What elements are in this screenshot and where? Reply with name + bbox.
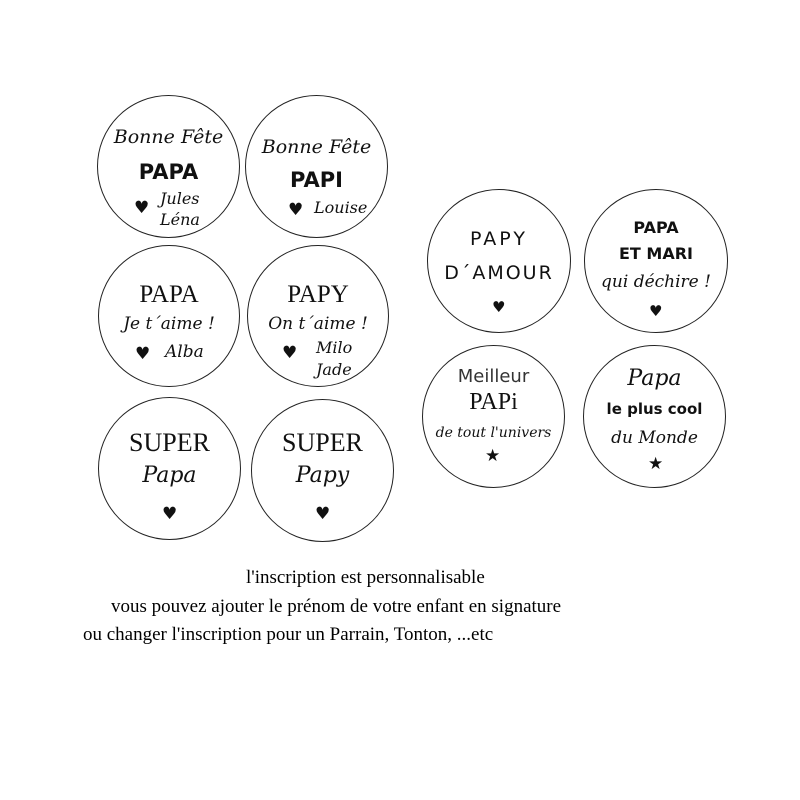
sticker-line2: Je t´aime ! [123, 314, 215, 334]
sticker-line2: PAPA [138, 160, 199, 184]
sticker-line2: On t´aime ! [268, 314, 368, 334]
note-line-1: l'inscription est personnalisable [246, 567, 485, 588]
sticker-line1: PAPY [470, 228, 528, 250]
signature-name: Jade [316, 360, 352, 379]
signature-name: Léna [160, 210, 200, 229]
sticker-papa-plus-cool [583, 345, 726, 488]
sticker-line2: PAPI [290, 168, 343, 192]
sticker-line2: Papa [142, 463, 197, 488]
heart-icon: ♥ [649, 302, 663, 320]
sticker-line1: Meilleur [457, 366, 530, 387]
heart-icon: ♥ [492, 298, 506, 316]
note-line-3: ou changer l'inscription pour un Parrain, Tonton, ...etc [83, 624, 494, 645]
sticker-super-papa [98, 397, 241, 540]
star-icon: ★ [648, 454, 664, 474]
signature-name: Jules [160, 189, 200, 208]
sticker-line1: PAPA [633, 218, 679, 237]
sticker-line2: D´AMOUR [444, 262, 554, 284]
heart-icon: ♥ [135, 344, 151, 364]
sticker-line2: ET MARI [619, 244, 693, 263]
sticker-meilleur-papi [422, 345, 565, 488]
sticker-papa-je-taime [98, 245, 240, 387]
sticker-line1: SUPER [129, 428, 210, 457]
star-icon: ★ [485, 446, 501, 466]
heart-icon: ♥ [315, 504, 331, 524]
signature-name: Milo [316, 338, 353, 357]
signature-name: Louise [314, 198, 368, 217]
sticker-line1: Bonne Fête [261, 136, 372, 158]
note-line-2: vous pouvez ajouter le prénom de votre enfant en signature [111, 596, 562, 617]
heart-icon: ♥ [288, 200, 304, 220]
sticker-line1: PAPA [139, 281, 199, 308]
heart-icon: ♥ [134, 198, 150, 218]
sticker-line3: de tout l'univers [435, 425, 552, 441]
sticker-papa-et-mari [584, 189, 728, 333]
sticker-line2: PAPi [469, 389, 518, 415]
sticker-papy-on-taime [247, 245, 389, 387]
sticker-line1: Bonne Fête [113, 126, 224, 148]
sticker-line1: PAPY [287, 281, 349, 308]
signature-name: Alba [165, 342, 204, 362]
sticker-line2: Papy [295, 463, 350, 488]
sticker-line3: qui déchire ! [601, 272, 711, 292]
sticker-line2: le plus cool [606, 400, 703, 418]
heart-icon: ♥ [282, 343, 298, 363]
heart-icon: ♥ [162, 504, 178, 524]
sticker-line1: Papa [627, 366, 682, 391]
sticker-super-papy [251, 399, 394, 542]
sticker-bonne-fete-papa [97, 95, 240, 238]
sticker-line1: SUPER [282, 428, 363, 457]
sticker-papy-damour [427, 189, 571, 333]
sticker-line3: du Monde [611, 428, 698, 448]
sticker-bonne-fete-papi [245, 95, 388, 238]
